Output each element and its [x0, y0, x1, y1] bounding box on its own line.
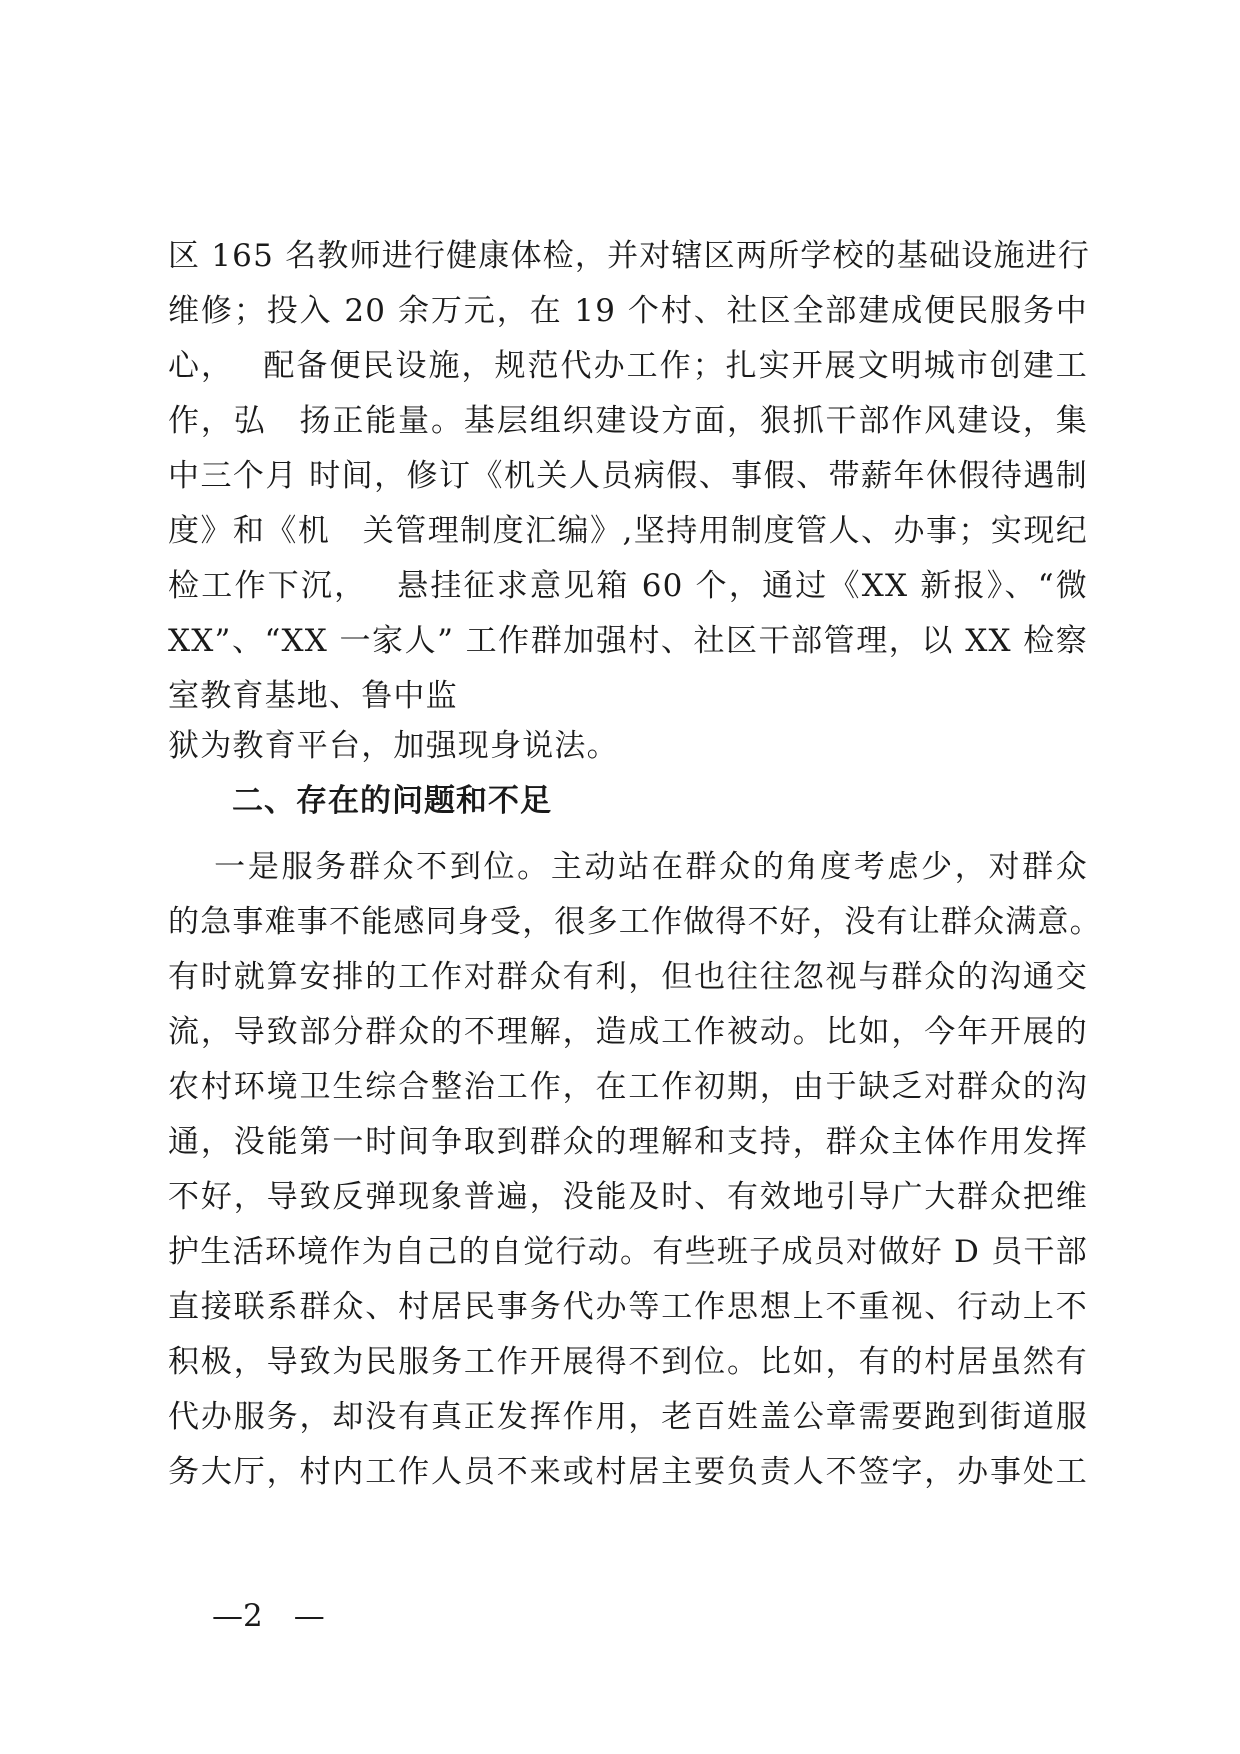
body-text-line: 的急事难事不能感同身受，很多工作做得不好，没有让群众满意。	[168, 904, 1102, 940]
body-text-line: 中三个月 时间，修订《机关人员病假、事假、带薪年休假待遇制	[168, 458, 1088, 494]
body-text-line: 农村环境卫生综合整治工作，在工作初期，由于缺乏对群众的沟	[168, 1069, 1088, 1105]
body-text-line: 不好，导致反弹现象普遍，没能及时、有效地引导广大群众把维	[168, 1179, 1088, 1215]
body-text-line: 积极，导致为民服务工作开展得不到位。比如，有的村居虽然有	[168, 1344, 1088, 1380]
body-text-line: 室教育基地、鲁中监	[168, 678, 458, 714]
section-heading: 二、存在的问题和不足	[232, 783, 552, 819]
body-text-line: 度》和《机 关管理制度汇编》,坚持用制度管人、办事；实现纪	[168, 513, 1088, 549]
body-text-line: 区 165 名教师进行健康体检，并对辖区两所学校的基础设施进行	[168, 238, 1091, 274]
body-text-line: 通，没能第一时间争取到群众的理解和支持，群众主体作用发挥	[168, 1124, 1088, 1160]
body-text-line: 护生活环境作为自己的自觉行动。有些班子成员对做好 D 员干部	[168, 1234, 1088, 1270]
body-text-line: 心， 配备便民设施，规范代办工作；扎实开展文明城市创建工	[168, 348, 1088, 384]
body-text-line: 作，弘 扬正能量。基层组织建设方面，狠抓干部作风建设，集	[168, 403, 1088, 439]
body-text-line: 检工作下沉， 悬挂征求意见箱 60 个，通过《XX 新报》、“微	[168, 568, 1088, 604]
body-text-line: 一是服务群众不到位。主动站在群众的角度考虑少，对群众	[168, 849, 1088, 885]
body-text-line: XX”、“XX 一家人” 工作群加强村、社区干部管理，以 XX 检察	[168, 623, 1088, 659]
body-text-line: 维修；投入 20 余万元，在 19 个村、社区全部建成便民服务中	[168, 293, 1088, 329]
body-text-line: 务大厅，村内工作人员不来或村居主要负责人不签字，办事处工	[168, 1454, 1088, 1490]
body-text-line: 有时就算安排的工作对群众有利，但也往往忽视与群众的沟通交	[168, 959, 1088, 995]
body-text-line: 狱为教育平台，加强现身说法。	[168, 728, 619, 764]
page-number: —2 —	[212, 1598, 325, 1634]
body-text-line: 代办服务，却没有真正发挥作用，老百姓盖公章需要跑到街道服	[168, 1399, 1088, 1435]
body-text-line: 直接联系群众、村居民事务代办等工作思想上不重视、行动上不	[168, 1289, 1088, 1325]
body-text-line: 流，导致部分群众的不理解，造成工作被动。比如，今年开展的	[168, 1014, 1088, 1050]
